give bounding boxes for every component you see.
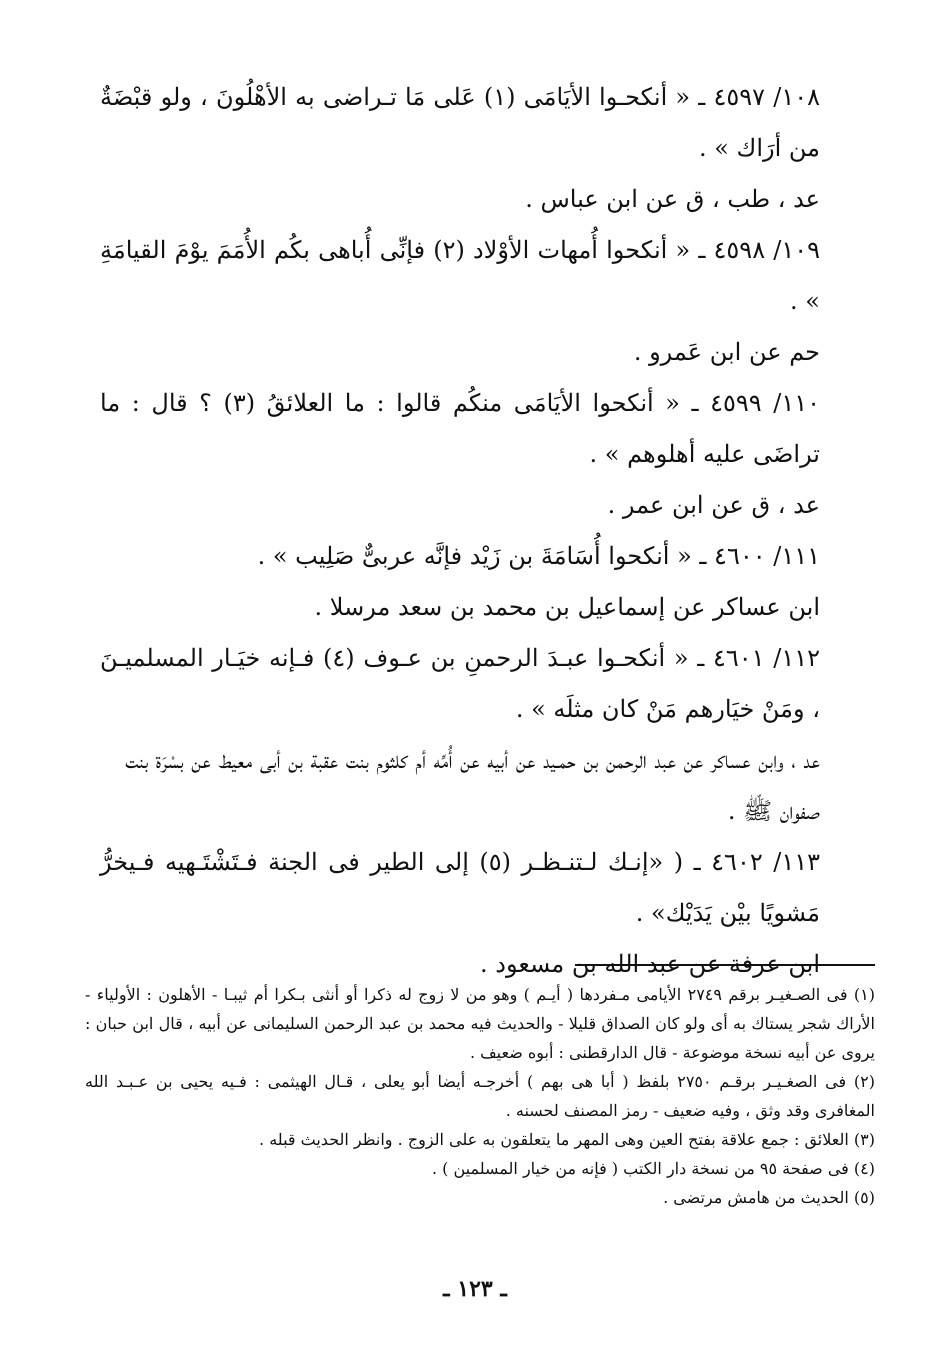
hadith-entries [100, 72, 820, 990]
hadith-source: عد ، ق عن ابن عمر . [607, 491, 820, 519]
hadith-source: حم عن ابن عَمرو . [633, 338, 820, 366]
footnotes [85, 980, 875, 1212]
hadith-source: عد ، وابن عساكر عن عبد الرحمن بن حمـيد عن أبيه عن أُمِّه أم كلثوم بنت عقبة بن أبى معيط عن بسْرَة بنت صفوان ﷺ . [125, 746, 820, 825]
hadith-entry [100, 378, 820, 531]
footnote: (٢) فى الصغـيـر برقـم ٢٧٥٠ بلفظ ( أبا هى بهم ) أخرجـه أيضا أبو يعلى ، قـال الهيثمى : فـيه يحيى بن عـبـد الله المغافرى وقد وثق ، وفيه ضعيف - رمز المصنف لحسنه . [85, 1072, 875, 1120]
hadith-source: عد ، طب ، ق عن ابن عباس . [525, 185, 820, 213]
page-number: ـ ١٢٣ ـ [443, 1276, 507, 1302]
footnote: (٣) العلائق : جمع علاقة بفتح العين وهى المهر ما يتعلقون به على الزوج . وانظر الحديث قبله . [259, 1130, 875, 1149]
footnote-divider [575, 964, 875, 966]
hadith-entry [100, 72, 820, 225]
hadith-entry [100, 633, 820, 837]
hadith-source: ابن عرفة عن عبد الله بن مسعود . [480, 950, 820, 978]
hadith-source: ابن عساكر عن إسماعيل بن محمد بن سعد مرسلا . [314, 593, 820, 621]
hadith-text: ١١٠/ ٤٥٩٩ ـ « أنكحوا الأيَامَى منكُم قالوا : ما العلائقُ (٣) ؟ قال : ما تراضَى عليه أهلوهم » . [100, 389, 820, 468]
hadith-entry [100, 531, 820, 633]
footnote: (٥) الحديث من هامش مرتضى . [663, 1188, 875, 1207]
hadith-text: ١٠٨/ ٤٥٩٧ ـ « أنكحـوا الأيَامَى (١) عَلى مَا تـراضى به الأهْلُونَ ، ولو قبْضَةٌ من أرَاك » . [100, 83, 821, 162]
hadith-text: ١١١/ ٤٦٠٠ ـ « أنكحوا أُسَامَةَ بن زَيْد فإنَّه عربىٌّ صَلِيب » . [257, 542, 820, 570]
hadith-entry [100, 837, 820, 990]
hadith-text: ١١٢/ ٤٦٠١ ـ « أنكحـوا عبـدَ الرحمنِ بن عـوف (٤) فـإنه خيَـار المسلميـنَ ، ومَنْ خيَارهم مَنْ كان مثلَه » . [100, 644, 820, 723]
hadith-text: ١٠٩/ ٤٥٩٨ ـ « أنكحوا أُمهات الأوْلاد (٢) فإنِّى أُباهى بكُم الأُمَمَ يوْمَ القيامَةِ » . [100, 236, 821, 315]
footnote: (١) فى الصـغيـر برقم ٢٧٤٩ الأيامى مـفردها ( أيـم ) وهو من لا زوج له ذكرا أو أنثى بـكرا أم ثيبـا - الأهلون : الأولياء - الأراك شجر يستاك به أى ولو كان الصداق قليلا - والحديث فيه محمد بن عبد الرحمن السليمانى عن أبيه ، قال ابن حبان : يروى عن أبيه نسخة موضوعة - قال الدارقطنى : أبوه ضعيف . [85, 985, 876, 1062]
hadith-entry [100, 225, 820, 378]
footnote: (٤) فى صفحة ٩٥ من نسخة دار الكتب ( فإنه من خيار المسلمين ) . [431, 1159, 875, 1178]
hadith-text: ١١٣/ ٤٦٠٢ ـ ( «إنـك لـتنـظـر (٥) إلى الطير فى الجنة فـتَشْتَـهيه فـيخرُّ مَشويًا بيْن يَدَيْك» . [100, 848, 820, 927]
